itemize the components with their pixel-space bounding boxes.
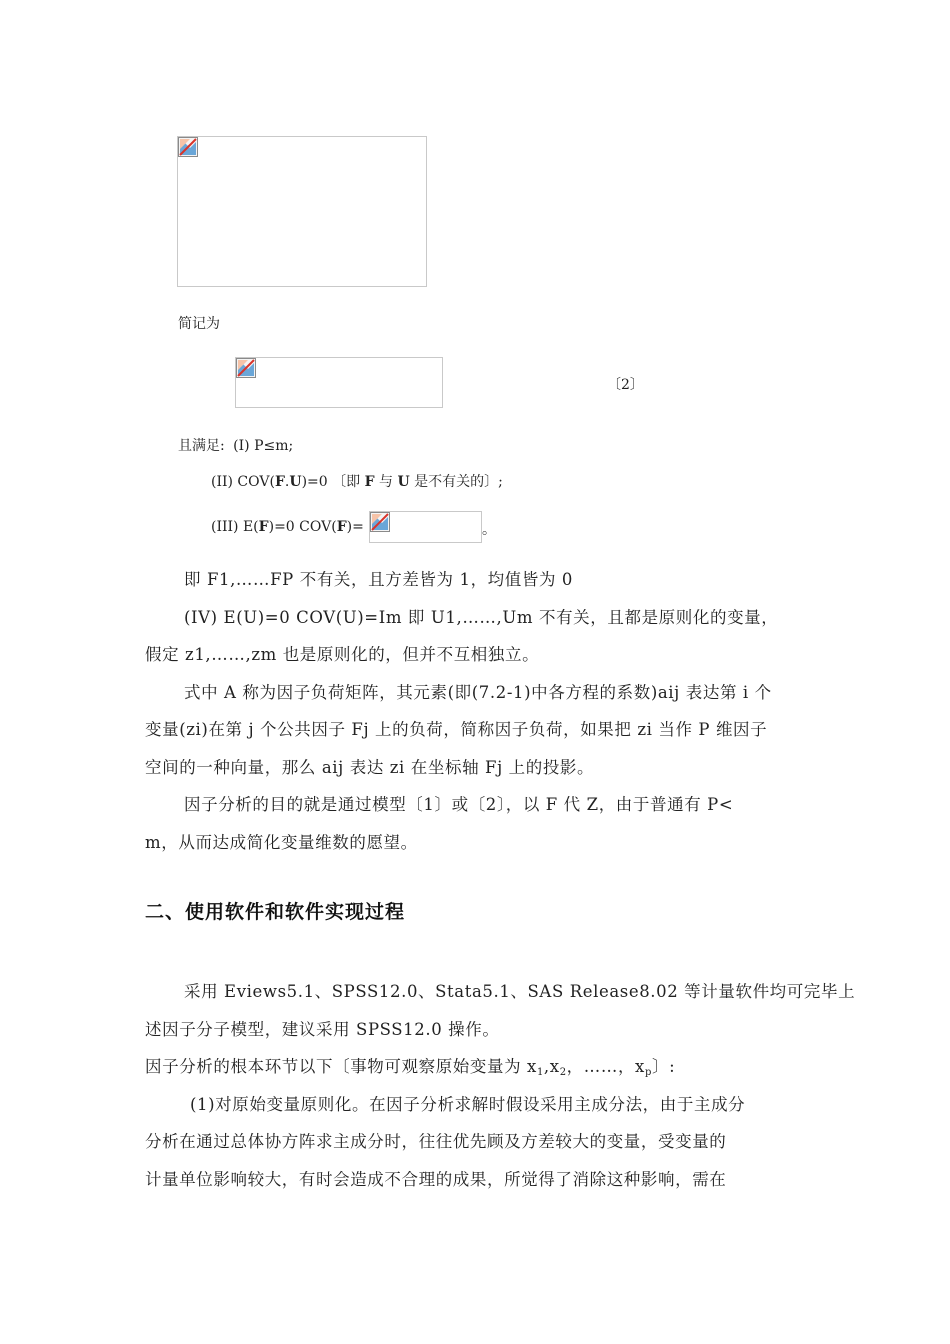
section-s2 xyxy=(145,1053,675,1077)
section-s3-line3: 计量单位影响较大，有时会造成不合理的成果，所觉得了消除这种影响，需在 xyxy=(145,1170,727,1189)
condition-iii-f: F xyxy=(258,519,269,535)
condition-ii-mid: )=0 〔即 xyxy=(301,474,365,490)
paragraph-p4-line2: m，从而达成简化变量维数的愿望。 xyxy=(145,833,418,852)
cov-f-image xyxy=(369,511,482,543)
formula-2-number: 〔2〕 xyxy=(607,377,644,393)
condition-ii-dot: . xyxy=(284,474,290,490)
condition-iii-prefix: (III) E( xyxy=(211,519,259,535)
section-s2-mid: ，……，x xyxy=(566,1057,645,1076)
paragraph-p1: 即 F1,……FP 不有关，且方差皆为 1，均值皆为 0 xyxy=(184,570,574,589)
section-s2-sub1: 1 xyxy=(536,1067,544,1078)
section-s2-comma1: ,x xyxy=(543,1057,560,1076)
section-s2-end: 〕: xyxy=(651,1057,676,1076)
formula-1-image xyxy=(177,136,427,287)
section-heading: 二、使用软件和软件实现过程 xyxy=(145,901,406,923)
condition-iii-mid: )=0 COV( xyxy=(268,519,337,535)
section-s2-subp: p xyxy=(644,1067,652,1078)
section-s1-line2: 述因子分子模型，建议采用 SPSS12.0 操作。 xyxy=(145,1020,500,1039)
section-s3-line2: 分析在通过总体协方阵求主成分时，往往优先顾及方差较大的变量，受变量的 xyxy=(145,1132,727,1151)
condition-ii-f2: F xyxy=(364,474,375,490)
condition-ii-u: U xyxy=(289,474,302,490)
condition-ii-and: 与 xyxy=(374,474,398,490)
paragraph-p3-line2: 变量(zi)在第 j 个公共因子 Fj 上的负荷，简称因子负荷，如果把 zi 当作 P 维因子 xyxy=(145,720,768,739)
condition-ii xyxy=(211,471,503,491)
condition-i xyxy=(178,435,293,455)
broken-image-icon xyxy=(370,512,390,532)
condition-ii-f: F xyxy=(274,474,285,490)
paragraph-p2-line2: 假定 z1,……,zm 也是原则化的，但并不互相独立。 xyxy=(145,645,540,664)
paragraph-p3-line3: 空间的一种向量，那么 aij 表达 zi 在坐标轴 Fj 上的投影。 xyxy=(145,758,595,777)
paragraph-p4-line1: 因子分析的目的就是通过模型〔1〕或〔2〕，以 F 代 Z，由于普通有 P< xyxy=(184,795,734,814)
section-s2-sub2: 2 xyxy=(559,1067,567,1078)
condition-iii-f2: F xyxy=(336,519,347,535)
condition-ii-end: 是不有关的〕; xyxy=(409,474,503,490)
condition-ii-u2: U xyxy=(397,474,410,490)
broken-image-icon xyxy=(236,358,256,378)
condition-i-text: (I) P≤m; xyxy=(233,438,294,454)
condition-iii xyxy=(211,519,364,535)
condition-iii-end: 。 xyxy=(482,522,496,538)
condition-ii-prefix: (II) COV( xyxy=(211,474,275,490)
formula-caption: 简记为 xyxy=(178,316,220,332)
formula-2-image xyxy=(235,357,443,408)
condition-iii-eq: )= xyxy=(346,519,364,535)
paragraph-p2-line1: (IV) E(U)=0 COV(U)=Im 即 U1,……,Um 不有关，且都是原则化的变量， xyxy=(184,608,779,627)
paragraph-p3-line1: 式中 A 称为因子负荷矩阵，其元素(即(7.2-1)中各方程的系数)aij 表达第 i 个 xyxy=(184,683,772,702)
broken-image-icon xyxy=(178,137,198,157)
section-s3-line1: (1)对原始变量原则化。在因子分析求解时假设采用主成分法，由于主成分 xyxy=(190,1095,746,1114)
section-s2-prefix: 因子分析的根本环节以下〔事物可观察原始变量为 x xyxy=(145,1057,537,1076)
condition-i-prefix: 且满足: xyxy=(178,438,225,454)
section-s1-line1: 采用 Eviews5.1、SPSS12.0、Stata5.1、SAS Release8.02 等计量软件均可完毕上 xyxy=(184,982,856,1001)
